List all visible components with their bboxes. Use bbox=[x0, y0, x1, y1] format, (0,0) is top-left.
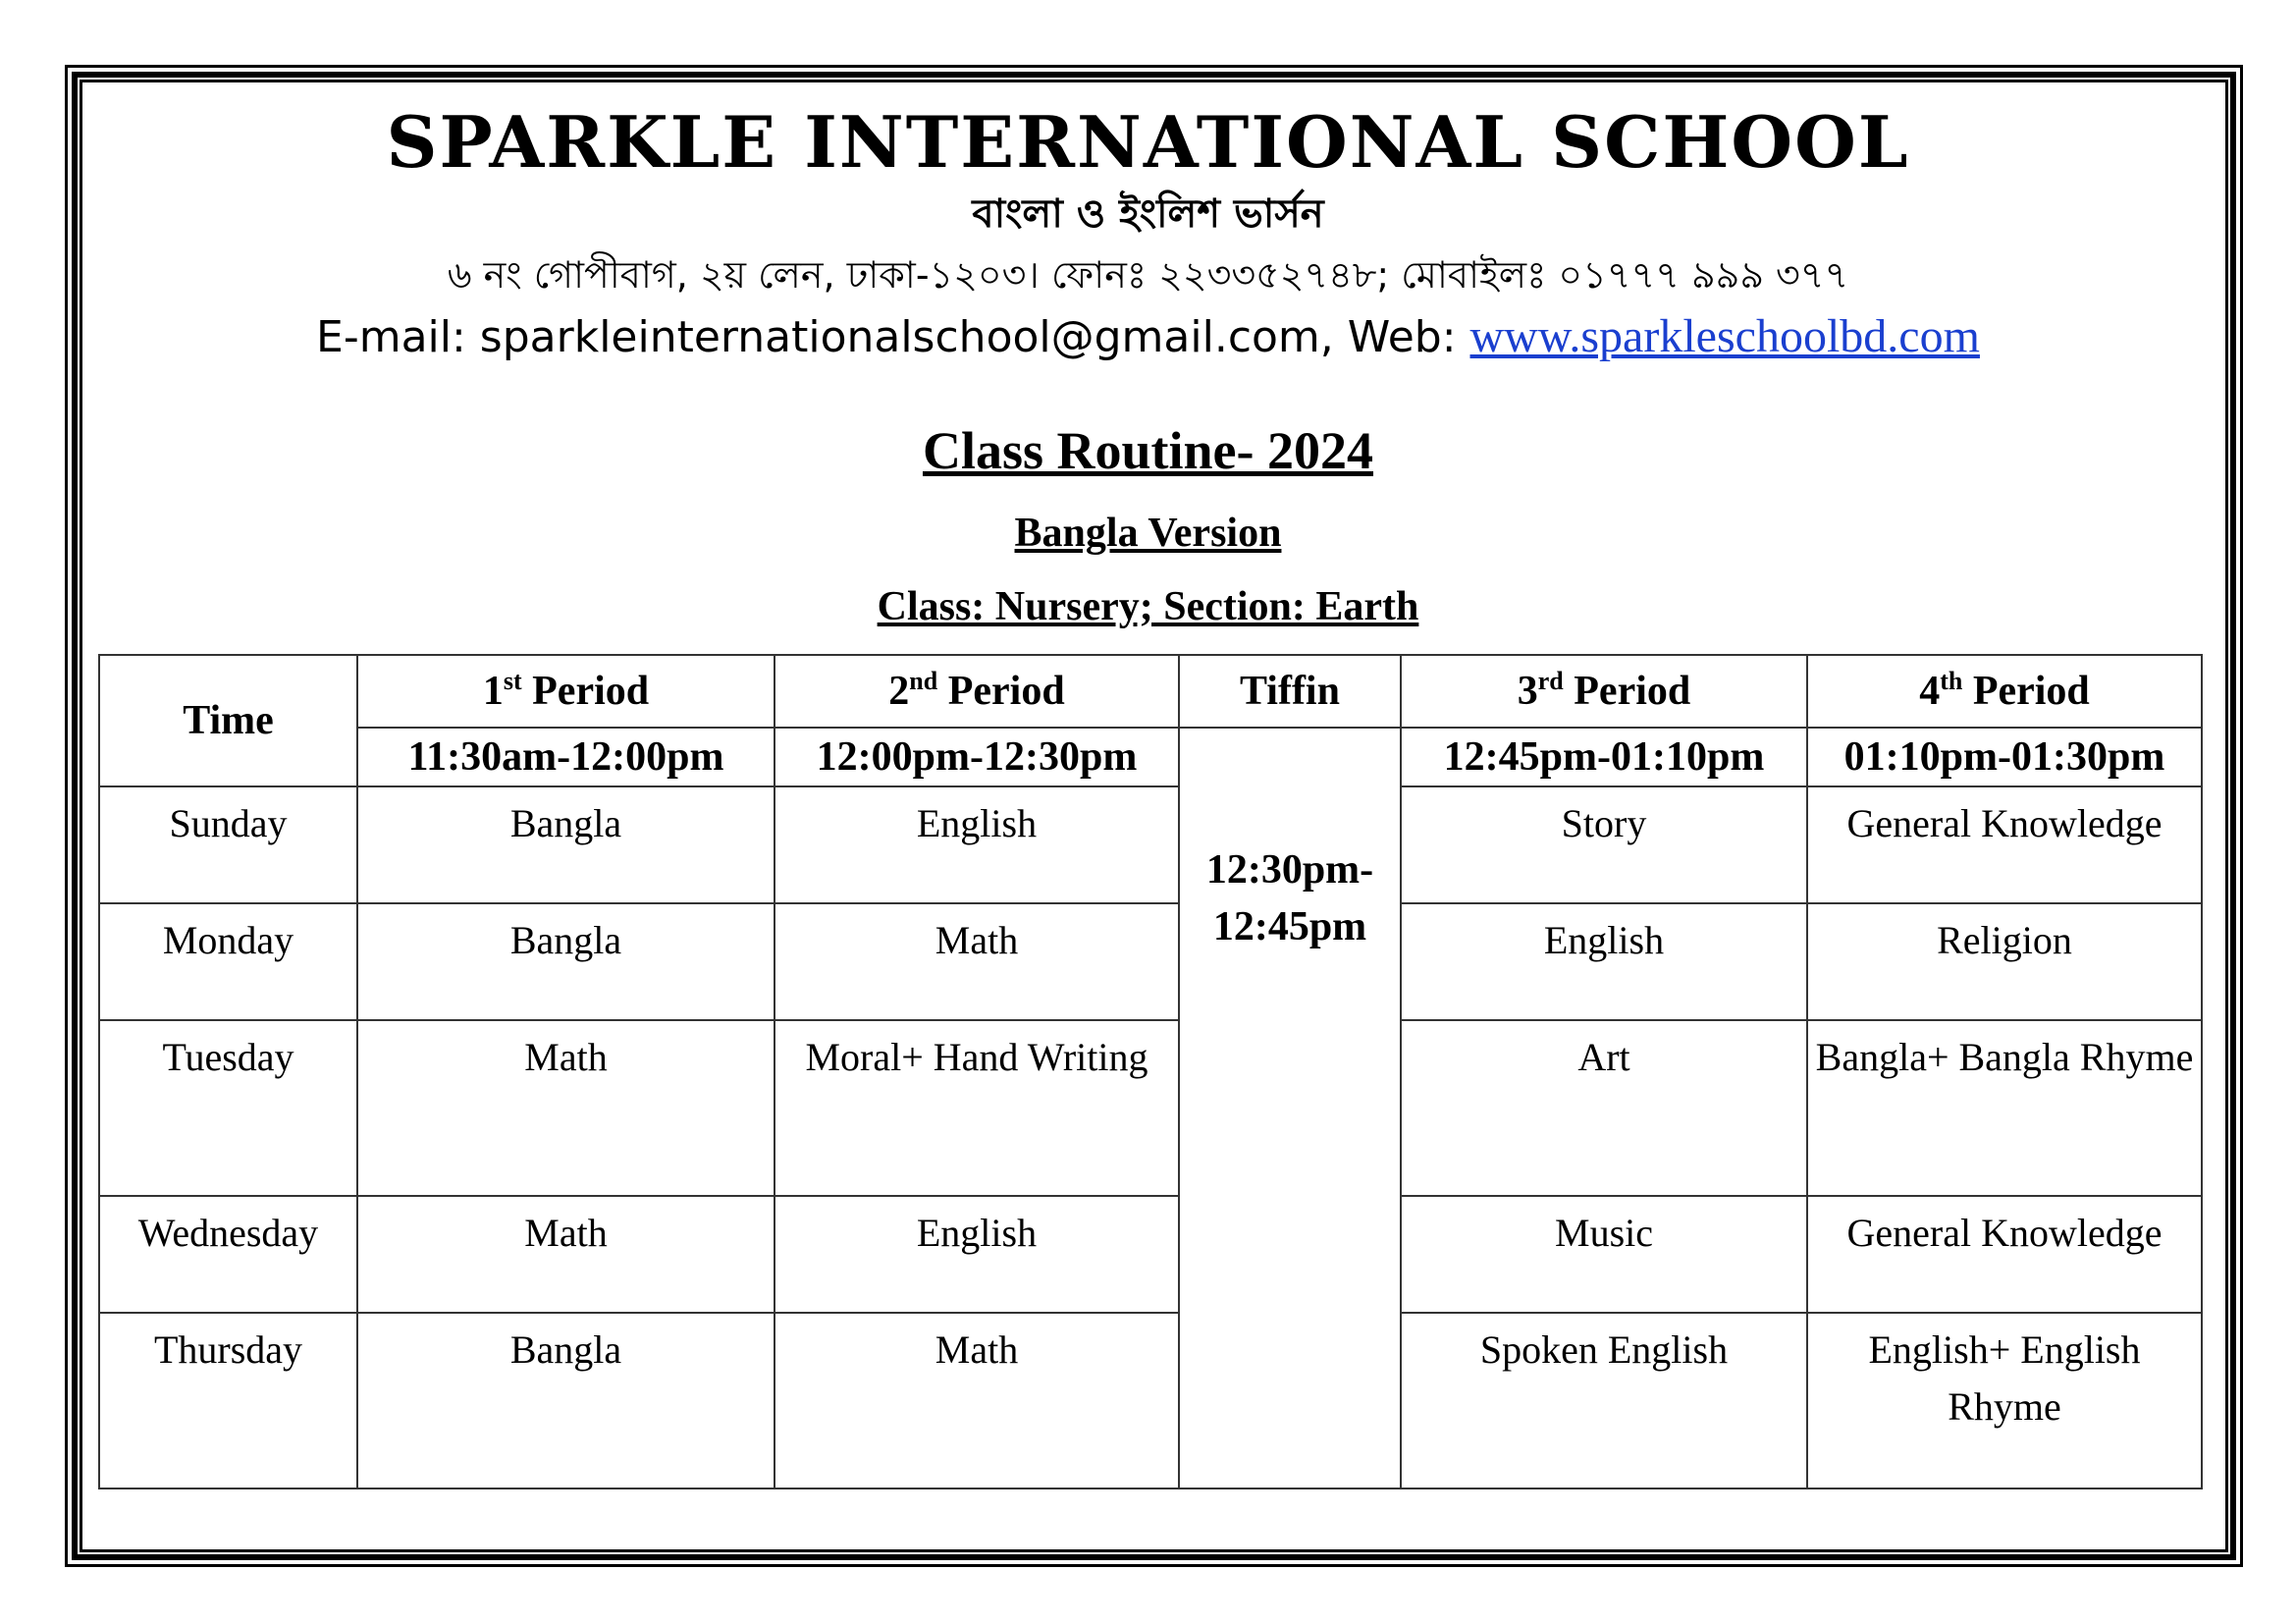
school-name: SPARKLE INTERNATIONAL SCHOOL bbox=[386, 100, 1910, 184]
school-version-line: বাংলা ও ইংলিশ ভার্সন bbox=[972, 191, 1324, 237]
subject-cell: Bangla bbox=[357, 1313, 774, 1489]
subject-cell: Story bbox=[1401, 786, 1807, 903]
header-row-times bbox=[99, 728, 2202, 786]
subject-cell: General Knowledge bbox=[1807, 1196, 2202, 1313]
period-2-time: 12:00pm-12:30pm bbox=[774, 728, 1179, 786]
day-cell: Tuesday bbox=[99, 1020, 357, 1196]
subject-cell: Religion bbox=[1807, 903, 2202, 1020]
period-3-time: 12:45pm-01:10pm bbox=[1401, 728, 1807, 786]
table-row bbox=[99, 1196, 2202, 1313]
subject-cell: Math bbox=[357, 1196, 774, 1313]
tiffin-time: 12:30pm- 12:45pm bbox=[1179, 728, 1401, 1489]
day-cell: Monday bbox=[99, 903, 357, 1020]
subject-cell: Math bbox=[774, 903, 1179, 1020]
period-4-time: 01:10pm-01:30pm bbox=[1807, 728, 2202, 786]
table-row bbox=[99, 1020, 2202, 1196]
subject-cell: Art bbox=[1401, 1020, 1807, 1196]
subject-cell: Music bbox=[1401, 1196, 1807, 1313]
class-section-title: Class: Nursery; Section: Earth bbox=[877, 584, 1419, 629]
header-row-periods bbox=[99, 655, 2202, 728]
subject-cell: English bbox=[774, 1196, 1179, 1313]
day-cell: Wednesday bbox=[99, 1196, 357, 1313]
routine-table bbox=[98, 654, 2203, 1489]
subject-cell: Bangla bbox=[357, 903, 774, 1020]
subject-cell: Bangla+ Bangla Rhyme bbox=[1807, 1020, 2202, 1196]
school-address: ৬ নং গোপীবাগ, ২য় লেন, ঢাকা-১২০৩। ফোনঃ ২২৩৩৫২৭৪৮; মোবাইলঃ ০১৭৭৭ ৯৯৯ ৩৭৭ bbox=[447, 253, 1849, 297]
table-row bbox=[99, 786, 2202, 903]
subject-cell: English bbox=[1401, 903, 1807, 1020]
subject-cell: Bangla bbox=[357, 786, 774, 903]
period-4-header: 4th Period bbox=[1807, 655, 2202, 728]
email-text: E-mail: sparkleinternationalschool@gmail.com, Web: bbox=[316, 312, 1470, 362]
routine-title: Class Routine- 2024 bbox=[922, 421, 1374, 480]
period-1-header: 1st Period bbox=[357, 655, 774, 728]
period-1-time: 11:30am-12:00pm bbox=[357, 728, 774, 786]
table-row bbox=[99, 903, 2202, 1020]
time-header: Time bbox=[99, 655, 357, 786]
tiffin-header: Tiffin bbox=[1179, 655, 1401, 728]
subject-cell: Moral+ Hand Writing bbox=[774, 1020, 1179, 1196]
day-cell: Sunday bbox=[99, 786, 357, 903]
subject-cell: Spoken English bbox=[1401, 1313, 1807, 1489]
day-cell: Thursday bbox=[99, 1313, 357, 1489]
subject-cell: English bbox=[774, 786, 1179, 903]
subject-cell: General Knowledge bbox=[1807, 786, 2202, 903]
school-contact bbox=[0, 306, 2296, 368]
period-2-header: 2nd Period bbox=[774, 655, 1179, 728]
period-3-header: 3rd Period bbox=[1401, 655, 1807, 728]
subject-cell: English+ English Rhyme bbox=[1807, 1313, 2202, 1489]
website-link[interactable]: www.sparkleschoolbd.com bbox=[1469, 310, 1980, 362]
subject-cell: Math bbox=[357, 1020, 774, 1196]
subject-cell: Math bbox=[774, 1313, 1179, 1489]
table-row bbox=[99, 1313, 2202, 1489]
version-title: Bangla Version bbox=[1014, 511, 1282, 556]
